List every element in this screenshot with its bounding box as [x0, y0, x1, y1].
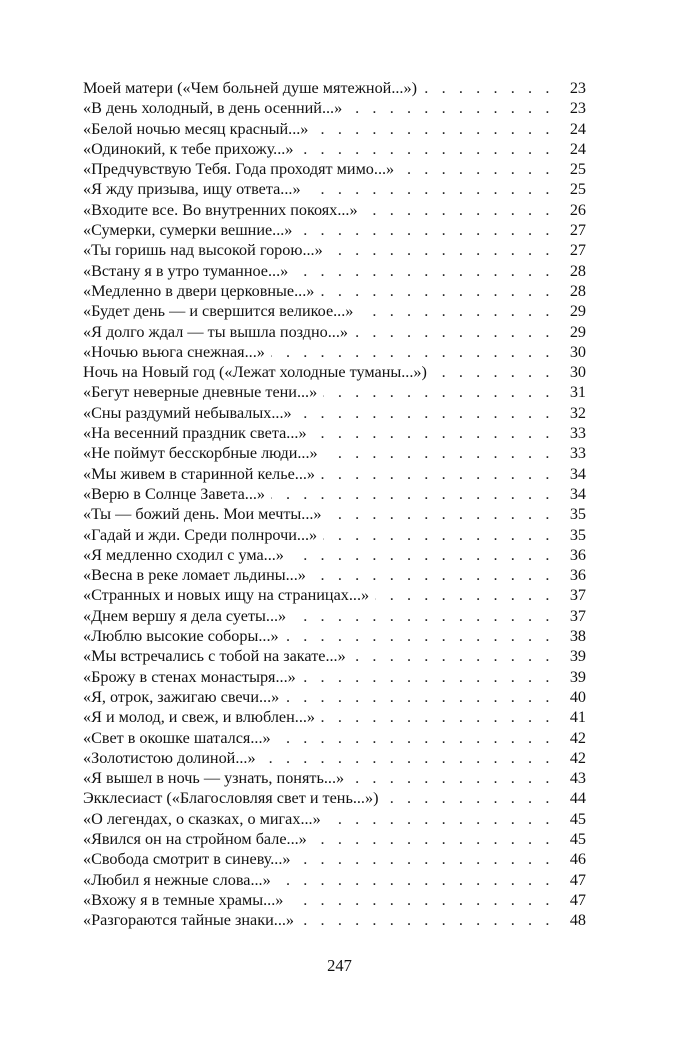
dot-leader — [324, 443, 554, 463]
toc-entry-page: 39 — [569, 667, 586, 686]
dot-leader — [300, 910, 554, 930]
toc-entry-title: «Золотистою долиной...» — [83, 748, 256, 767]
dot-leader — [294, 261, 554, 281]
toc-entry-page: 37 — [569, 606, 586, 625]
toc-entry-title: «Я долго ждал — ты вышла поздно...» — [83, 322, 348, 341]
toc-entry-page: 24 — [569, 139, 586, 158]
dot-leader — [262, 748, 554, 768]
dot-leader — [375, 585, 554, 605]
toc-entry-page: 23 — [569, 79, 586, 97]
toc-entry — [83, 504, 586, 524]
toc-entry-title: «Вхожу я в темные храмы...» — [83, 890, 284, 909]
toc-entry — [83, 870, 586, 890]
toc-entry-title: «Верю в Солнце Завета...» — [83, 484, 266, 503]
toc-entry — [83, 829, 586, 849]
dot-leader — [312, 565, 554, 585]
toc-entry-title: «Ты горишь над высокой горою...» — [83, 241, 323, 260]
toc-entry — [83, 464, 586, 484]
toc-entry — [83, 910, 586, 930]
toc-entry-page: 25 — [569, 160, 586, 179]
toc-entry — [83, 585, 586, 605]
dot-leader — [329, 240, 554, 260]
toc-entry-title: «В день холодный, в день осенний...» — [83, 99, 343, 118]
dot-leader — [277, 728, 554, 748]
toc-entry-page: 26 — [569, 200, 586, 219]
toc-entry-title: «О легендах, о сказках, о мигах...» — [83, 809, 321, 828]
dot-leader — [384, 788, 554, 808]
toc-entry — [83, 748, 586, 768]
toc-entry-title: «Я медленно сходил с ума...» — [83, 545, 284, 564]
toc-entry-page: 42 — [569, 748, 586, 767]
dot-leader — [352, 646, 554, 666]
page-number: 247 — [327, 956, 352, 975]
toc-entry-page: 31 — [569, 383, 586, 402]
dot-leader — [354, 322, 554, 342]
toc-entry-page: 43 — [569, 769, 586, 788]
toc-entry-title: «Сны раздумий небывалых...» — [83, 403, 292, 422]
toc-entry — [83, 667, 586, 687]
toc-entry-page: 30 — [569, 342, 586, 361]
toc-entry-title: «Я жду призыва, ищу ответа...» — [83, 180, 301, 199]
toc-entry-page: 33 — [569, 424, 586, 443]
toc-entry-page: 41 — [569, 708, 586, 727]
toc-entry — [83, 261, 586, 281]
toc-entry-page: 39 — [569, 647, 586, 666]
toc-entry-title: «Разгораются тайные знаки...» — [83, 911, 295, 930]
dot-leader — [323, 382, 554, 402]
toc-entry-title: «Любил я нежные слова...» — [83, 870, 271, 889]
toc-entry-page: 45 — [569, 829, 586, 848]
toc-entry-page: 45 — [569, 809, 586, 828]
toc-entry-page: 29 — [569, 302, 586, 321]
toc-entry-title: «Я вышел в ночь — узнать, понять...» — [83, 769, 345, 788]
toc-entry-page: 46 — [569, 850, 586, 869]
dot-leader — [271, 342, 554, 362]
toc-entry — [83, 342, 586, 362]
toc-entry — [83, 768, 586, 788]
toc-entry — [83, 159, 586, 179]
dot-leader — [433, 362, 554, 382]
toc-entry-title: Моей матери («Чем больней душе мятежной...») — [83, 79, 417, 97]
dot-leader — [323, 525, 554, 545]
dot-leader — [313, 829, 554, 849]
toc-entry-page: 35 — [569, 525, 586, 544]
toc-entry-title: «Я, отрок, зажигаю свечи...» — [83, 687, 280, 706]
toc-entry-title: «Мы живем в старинной келье...» — [83, 464, 316, 483]
toc-entry-page: 42 — [569, 728, 586, 747]
toc-entry-title: «Свет в окошке шатался...» — [83, 728, 271, 747]
toc-entry — [83, 78, 586, 98]
toc-entry-page: 23 — [569, 99, 586, 118]
toc-entry-title: «Предчувствую Тебя. Года проходят мимо...» — [83, 160, 395, 179]
toc-entry-page: 44 — [569, 789, 586, 808]
toc-entry — [83, 240, 586, 260]
toc-entry — [83, 382, 586, 402]
toc-entry — [83, 139, 586, 159]
dot-leader — [307, 179, 554, 199]
toc-entry-title: «На весенний праздник света...» — [83, 424, 307, 443]
toc-entry-title: «Будет день — и свершится великое...» — [83, 302, 354, 321]
toc-entry-title: «Медленно в двери церковные...» — [83, 281, 315, 300]
dot-leader — [292, 606, 554, 626]
toc-entry — [83, 119, 586, 139]
dot-leader — [400, 159, 554, 179]
toc-entry-title: «Бегут неверные дневные тени...» — [83, 383, 318, 402]
toc-entry-page: 27 — [569, 221, 586, 240]
toc-entry-page: 47 — [569, 870, 586, 889]
toc-entry — [83, 98, 586, 118]
dot-leader — [321, 707, 554, 727]
toc-entry-page: 34 — [569, 484, 586, 503]
dot-leader — [297, 849, 555, 869]
toc-entry-page: 37 — [569, 586, 586, 605]
toc-entry — [83, 565, 586, 585]
dot-leader — [321, 464, 554, 484]
toc-entry-page: 34 — [569, 464, 586, 483]
dot-leader — [277, 870, 554, 890]
toc-entry — [83, 849, 586, 869]
toc-entry — [83, 890, 586, 910]
dot-leader — [299, 139, 554, 159]
dot-leader — [298, 220, 554, 240]
toc-entry-title: «Днем вершу я дела суеты...» — [83, 606, 287, 625]
toc-entry — [83, 220, 586, 240]
dot-leader — [313, 423, 554, 443]
dot-leader — [314, 119, 554, 139]
toc-entry — [83, 281, 586, 301]
toc-entry — [83, 179, 586, 199]
toc-entry — [83, 809, 586, 829]
toc-entry-title: «Я и молод, и свеж, и влюблен...» — [83, 708, 316, 727]
dot-leader — [364, 200, 554, 220]
toc-entry-title: «Весна в реке ломает льдины...» — [83, 566, 306, 585]
toc-entry-page: 36 — [569, 566, 586, 585]
toc-entry-page: 48 — [569, 911, 586, 930]
dot-leader — [328, 504, 554, 524]
toc-entry — [83, 626, 586, 646]
toc-entry-title: «Не поймут бесскорбные люди...» — [83, 444, 318, 463]
toc-entry — [83, 484, 586, 504]
dot-leader — [327, 809, 554, 829]
toc-entry — [83, 362, 586, 382]
dot-leader — [302, 667, 554, 687]
toc-entry-title: Экклесиаст («Благословляя свет и тень...») — [83, 789, 379, 808]
toc-entry — [83, 788, 586, 808]
dot-leader — [289, 890, 554, 910]
toc-entry-title: «Белой ночью месяц красный...» — [83, 119, 309, 138]
toc-entry-page: 28 — [569, 261, 586, 280]
dot-leader — [350, 768, 554, 788]
toc-entry-title: «Люблю высокие соборы...» — [83, 627, 279, 646]
toc-entry — [83, 606, 586, 626]
toc-entry-title: «Свобода смотрит в синеву...» — [83, 850, 291, 869]
toc-entry — [83, 200, 586, 220]
toc-entry-page: 25 — [569, 180, 586, 199]
toc-entry-title: «Одинокий, к тебе прихожу...» — [83, 139, 294, 158]
dot-leader — [298, 403, 554, 423]
dot-leader — [290, 545, 554, 565]
toc-entry-page: 24 — [569, 119, 586, 138]
toc-entry-title: «Мы встречались с тобой на закате...» — [83, 647, 346, 666]
toc-entry — [83, 301, 586, 321]
dot-leader — [285, 626, 554, 646]
toc-entry-page: 36 — [569, 545, 586, 564]
toc-entry-page: 40 — [569, 687, 586, 706]
dot-leader — [285, 687, 554, 707]
toc-entry — [83, 707, 586, 727]
dot-leader — [320, 281, 554, 301]
dot-leader — [271, 484, 554, 504]
toc-entry — [83, 423, 586, 443]
toc-entry — [83, 545, 586, 565]
toc-entry-title: «Гадай и жди. Среди полнрочи...» — [83, 525, 318, 544]
toc-entry-title: Ночь на Новый год («Лежат холодные туманы...») — [83, 363, 427, 382]
toc-entry — [83, 525, 586, 545]
table-of-contents — [83, 78, 586, 930]
dot-leader — [359, 301, 554, 321]
toc-entry-title: «Встану я в утро туманное...» — [83, 261, 289, 280]
dot-leader — [348, 98, 554, 118]
toc-entry-page: 28 — [569, 281, 586, 300]
toc-entry-page: 32 — [569, 403, 586, 422]
toc-entry-title: «Сумерки, сумерки вешние...» — [83, 221, 293, 240]
toc-entry-page: 29 — [569, 322, 586, 341]
toc-entry-page: 27 — [569, 241, 586, 260]
toc-entry-title: «Ночью вьюга снежная...» — [83, 342, 265, 361]
toc-entry — [83, 443, 586, 463]
toc-entry-title: «Входите все. Во внутренних покоях...» — [83, 200, 358, 219]
toc-entry-page: 38 — [569, 627, 586, 646]
toc-entry-title: «Ты — божий день. Мои мечты...» — [83, 505, 322, 524]
toc-entry-page: 33 — [569, 444, 586, 463]
toc-entry — [83, 322, 586, 342]
dot-leader — [423, 78, 554, 98]
toc-entry — [83, 646, 586, 666]
toc-entry-page: 35 — [569, 505, 586, 524]
toc-entry — [83, 687, 586, 707]
toc-entry — [83, 728, 586, 748]
toc-entry-title: «Явился он на стройном бале...» — [83, 829, 307, 848]
toc-entry-page: 30 — [569, 363, 586, 382]
toc-entry-page: 47 — [569, 890, 586, 909]
toc-entry-title: «Брожу в стенах монастыря...» — [83, 667, 296, 686]
toc-entry — [83, 403, 586, 423]
toc-entry-title: «Странных и новых ищу на страницах...» — [83, 586, 370, 605]
